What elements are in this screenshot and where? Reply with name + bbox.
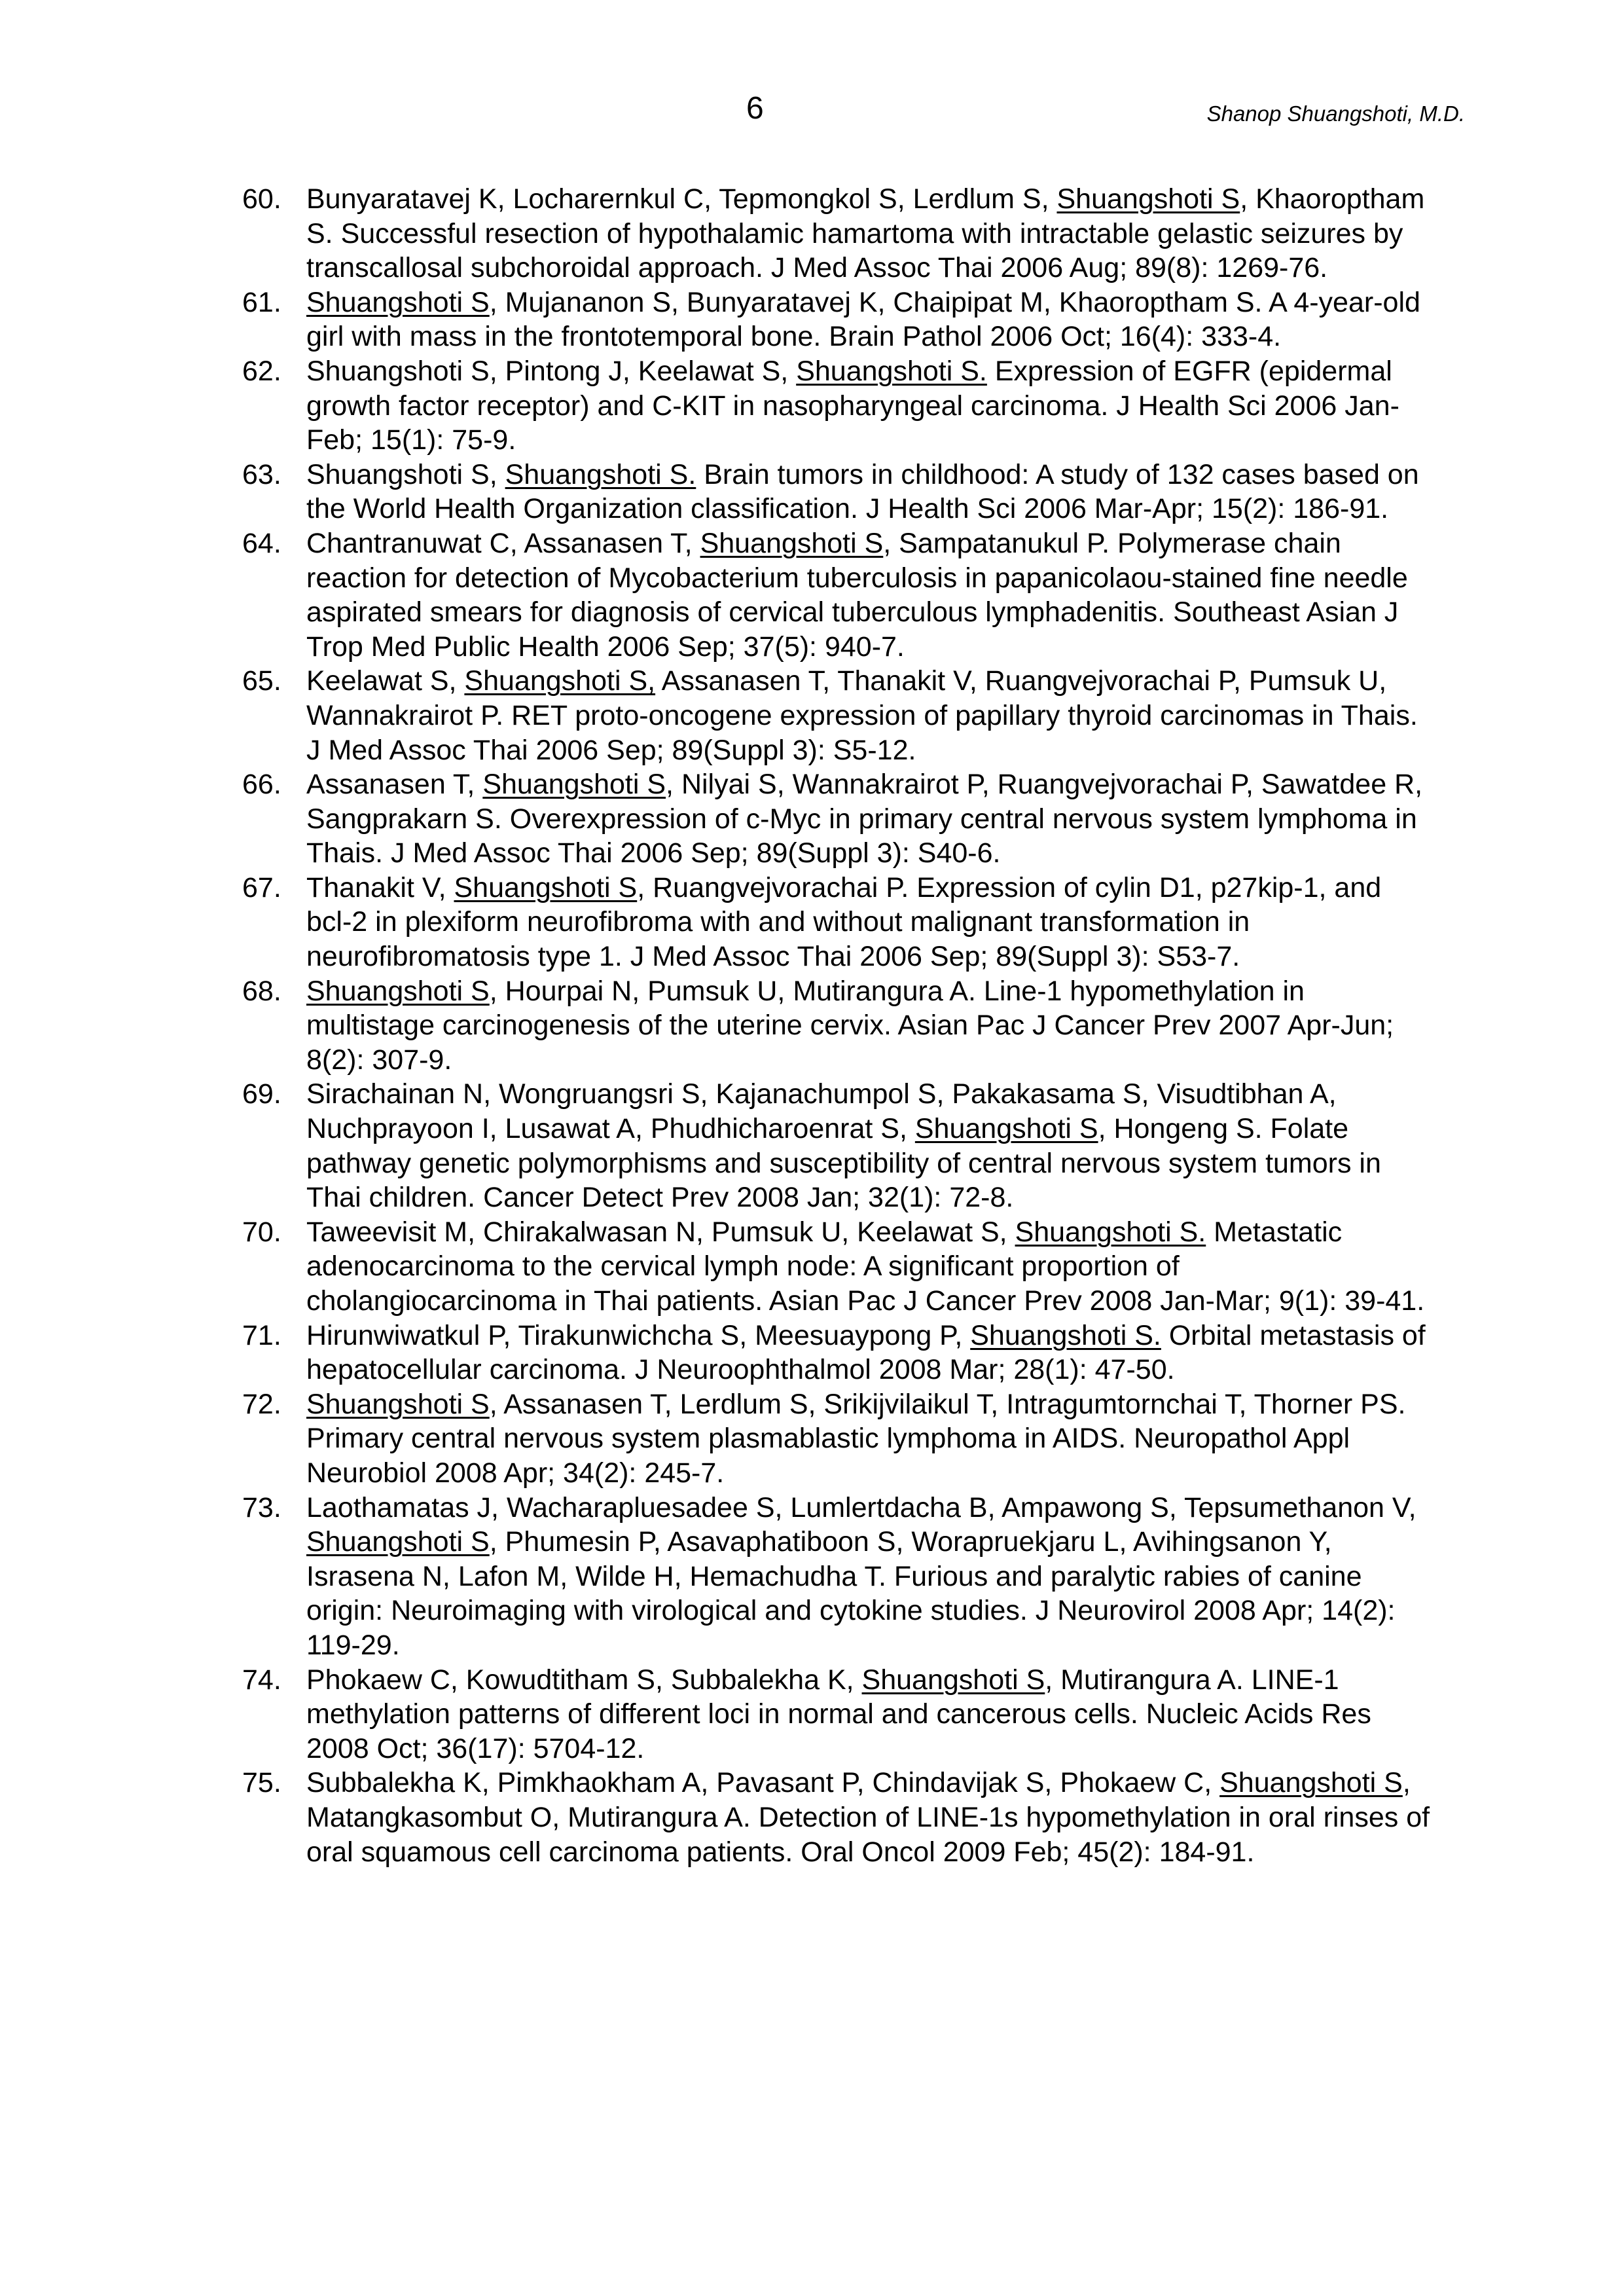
reference-item bbox=[242, 354, 1434, 458]
reference-number: 71. bbox=[242, 1319, 281, 1351]
reference-item bbox=[242, 526, 1434, 664]
highlighted-author: Shuangshoti S bbox=[306, 1388, 490, 1420]
highlighted-author: Shuangshoti S bbox=[306, 286, 490, 318]
highlighted-author: Shuangshoti S bbox=[1219, 1767, 1403, 1799]
page-number: 6 bbox=[746, 91, 764, 126]
reference-item bbox=[242, 974, 1434, 1078]
highlighted-author: Shuangshoti S. bbox=[505, 458, 696, 490]
reference-item bbox=[242, 1077, 1434, 1214]
highlighted-author: Shuangshoti S, bbox=[464, 665, 656, 697]
highlighted-author: Shuangshoti S bbox=[861, 1664, 1045, 1696]
reference-item bbox=[242, 1491, 1434, 1663]
reference-text: Taweevisit M, Chirakalwasan N, Pumsuk U, Keelawat S, Shuangshoti S. Metastatic adenocarcinoma to the cervical lymph node: A significant proportion of cholangiocarcinoma in Thai patients. Asian Pac J Cancer Prev 2008 Jan-Mar; 9(1): 39-41. bbox=[306, 1216, 1425, 1317]
highlighted-author: Shuangshoti S bbox=[700, 527, 884, 559]
reference-text: Shuangshoti S, Shuangshoti S. Brain tumors in childhood: A study of 132 cases based on the World Health Organization classification. J Health Sci 2006 Mar-Apr; 15(2): 186-91. bbox=[306, 458, 1419, 525]
reference-item bbox=[242, 285, 1434, 354]
reference-item bbox=[242, 1215, 1434, 1319]
running-head: Shanop Shuangshoti, M.D. bbox=[1206, 101, 1465, 126]
reference-number: 73. bbox=[242, 1491, 281, 1523]
reference-item bbox=[242, 182, 1434, 285]
reference-item bbox=[242, 458, 1434, 526]
reference-number: 66. bbox=[242, 769, 281, 801]
highlighted-author: Shuangshoti S bbox=[306, 975, 490, 1007]
reference-number: 65. bbox=[242, 665, 281, 697]
reference-item bbox=[242, 664, 1434, 767]
reference-text: Hirunwiwatkul P, Tirakunwichcha S, Meesuaypong P, Shuangshoti S. Orbital metastasis of hepatocellular carcinoma. J Neuroophthalmol 2008 Mar; 28(1): 47-50. bbox=[306, 1319, 1426, 1386]
reference-item bbox=[242, 1387, 1434, 1491]
reference-text: Sirachainan N, Wongruangsri S, Kajanachumpol S, Pakakasama S, Visudtibhan A, Nuchprayoon I, Lusawat A, Phudhicharoenrat S, Shuangshoti S, Hongeng S. Folate pathway genetic polymorphisms and susceptibility of central nervous system tumors in Thai children. Cancer Detect Prev 2008 Jan; 32(1): 72-8. bbox=[306, 1078, 1381, 1214]
reference-number: 60. bbox=[242, 183, 281, 215]
reference-text: Chantranuwat C, Assanasen T, Shuangshoti S, Sampatanukul P. Polymerase chain reaction for detection of Mycobacterium tuberculosis in papanicolaou-stained fine needle aspirated smears for diagnosis of cervical tuberculous lymphadenitis. Southeast Asian J Trop Med Public Health 2006 Sep; 37(5): 940-7. bbox=[306, 527, 1408, 663]
reference-item bbox=[242, 1319, 1434, 1387]
highlighted-author: Shuangshoti S bbox=[482, 769, 666, 801]
reference-text: Bunyaratavej K, Locharernkul C, Tepmongkol S, Lerdlum S, Shuangshoti S, Khaoroptham S. Successful resection of hypothalamic hamartoma with intractable gelastic seizures by transcallosal subchoroidal approach. J Med Assoc Thai 2006 Aug; 89(8): 1269-76. bbox=[306, 183, 1425, 284]
highlighted-author: Shuangshoti S bbox=[1056, 183, 1240, 215]
reference-list bbox=[242, 182, 1434, 1869]
reference-number: 72. bbox=[242, 1388, 281, 1420]
reference-text: Assanasen T, Shuangshoti S, Nilyai S, Wannakrairot P, Ruangvejvorachai P, Sawatdee R, Sangprakarn S. Overexpression of c-Myc in primary central nervous system lymphoma in Thais. J Med Assoc Thai 2006 Sep; 89(Suppl 3): S40-6. bbox=[306, 769, 1423, 869]
reference-number: 63. bbox=[242, 458, 281, 490]
highlighted-author: Shuangshoti S. bbox=[1015, 1216, 1206, 1248]
reference-text: Keelawat S, Shuangshoti S, Assanasen T, Thanakit V, Ruangvejvorachai P, Pumsuk U, Wannakrairot P. RET proto-oncogene expression of papillary thyroid carcinomas in Thais. J Med Assoc Thai 2006 Sep; 89(Suppl 3): S5-12. bbox=[306, 665, 1418, 766]
reference-item bbox=[242, 1663, 1434, 1766]
reference-text: Shuangshoti S, Pintong J, Keelawat S, Shuangshoti S. Expression of EGFR (epidermal growth factor receptor) and C-KIT in nasopharyngeal carcinoma. J Health Sci 2006 Jan-Feb; 15(1): 75-9. bbox=[306, 355, 1399, 456]
reference-number: 68. bbox=[242, 975, 281, 1007]
reference-number: 62. bbox=[242, 355, 281, 387]
highlighted-author: Shuangshoti S. bbox=[970, 1319, 1161, 1351]
reference-number: 70. bbox=[242, 1216, 281, 1248]
reference-number: 64. bbox=[242, 527, 281, 559]
highlighted-author: Shuangshoti S bbox=[914, 1113, 1098, 1145]
highlighted-author: Shuangshoti S bbox=[306, 1526, 490, 1558]
reference-number: 75. bbox=[242, 1767, 281, 1799]
reference-number: 67. bbox=[242, 871, 281, 903]
reference-item bbox=[242, 871, 1434, 974]
highlighted-author: Shuangshoti S. bbox=[796, 355, 987, 387]
reference-item bbox=[242, 1766, 1434, 1869]
reference-text: Shuangshoti S, Assanasen T, Lerdlum S, Srikijvilaikul T, Intragumtornchai T, Thorner PS. Primary central nervous system plasmablastic lymphoma in AIDS. Neuropathol Appl Neurobiol 2008 Apr; 34(2): 245-7. bbox=[306, 1388, 1406, 1489]
reference-text: Phokaew C, Kowudtitham S, Subbalekha K, Shuangshoti S, Mutirangura A. LINE-1 methylation patterns of different loci in normal and cancerous cells. Nucleic Acids Res 2008 Oct; 36(17): 5704-12. bbox=[306, 1664, 1371, 1764]
reference-number: 69. bbox=[242, 1078, 281, 1110]
highlighted-author: Shuangshoti S bbox=[454, 871, 638, 903]
reference-number: 61. bbox=[242, 286, 281, 318]
reference-text: Shuangshoti S, Hourpai N, Pumsuk U, Mutirangura A. Line-1 hypomethylation in multistage carcinogenesis of the uterine cervix. Asian Pac J Cancer Prev 2007 Apr-Jun; 8(2): 307-9. bbox=[306, 975, 1394, 1076]
reference-number: 74. bbox=[242, 1664, 281, 1696]
reference-text: Subbalekha K, Pimkhaokham A, Pavasant P, Chindavijak S, Phokaew C, Shuangshoti S, Matangkasombut O, Mutirangura A. Detection of LINE-1s hypomethylation in oral rinses of oral squamous cell carcinoma patients. Oral Oncol 2009 Feb; 45(2): 184-91. bbox=[306, 1767, 1430, 1868]
reference-text: Thanakit V, Shuangshoti S, Ruangvejvorachai P. Expression of cylin D1, p27kip-1, and bcl-2 in plexiform neurofibroma with and without malignant transformation in neurofibromatosis type 1. J Med Assoc Thai 2006 Sep; 89(Suppl 3): S53-7. bbox=[306, 871, 1382, 973]
reference-text: Shuangshoti S, Mujananon S, Bunyaratavej K, Chaipipat M, Khaoroptham S. A 4-year-old girl with mass in the frontotemporal bone. Brain Pathol 2006 Oct; 16(4): 333-4. bbox=[306, 286, 1420, 353]
reference-text: Laothamatas J, Wacharapluesadee S, Lumlertdacha B, Ampawong S, Tepsumethanon V, Shuangshoti S, Phumesin P, Asavaphatiboon S, Worapruekjaru L, Avihingsanon Y, Israsena N, Lafon M, Wilde H, Hemachudha T. Furious and paralytic rabies of canine origin: Neuroimaging with virological and cytokine studies. J Neurovirol 2008 Apr; 14(2): 119-29. bbox=[306, 1491, 1416, 1661]
reference-item bbox=[242, 767, 1434, 871]
